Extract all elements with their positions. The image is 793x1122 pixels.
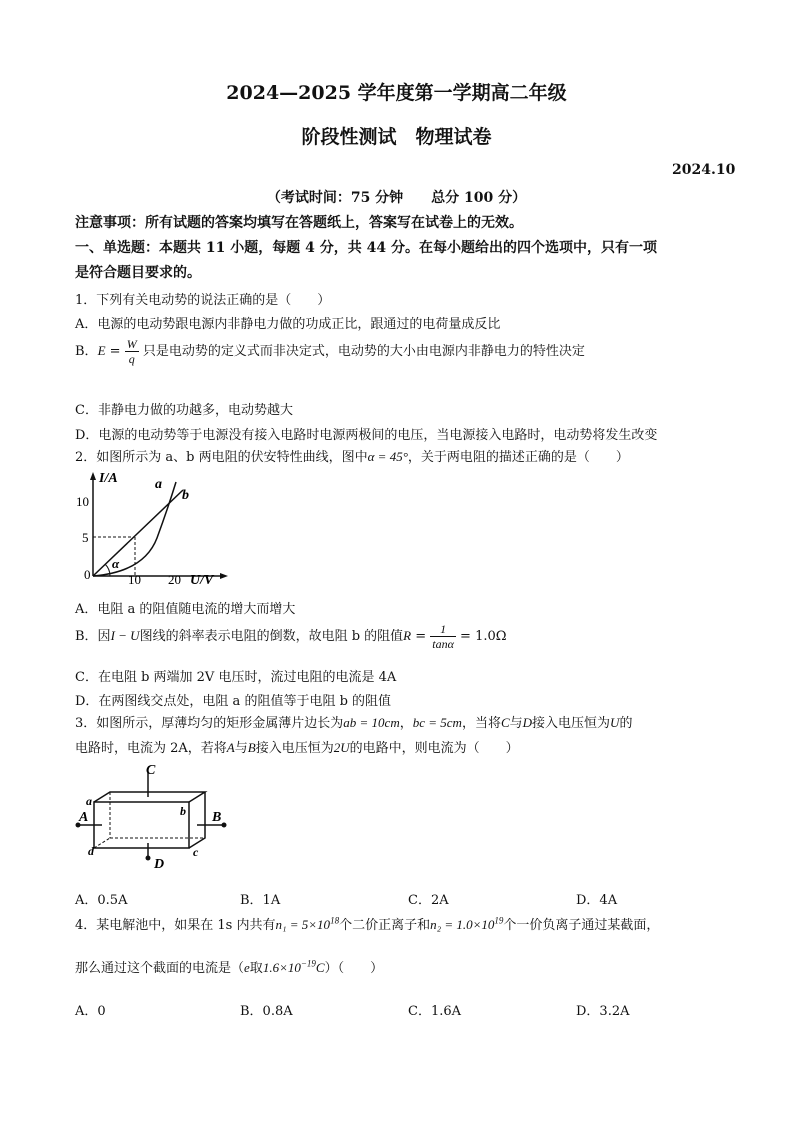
q3-option-a: A．0.5A	[75, 893, 128, 908]
terminal-b	[222, 823, 227, 828]
q2-iu-graph	[72, 468, 232, 592]
q4-option-a: A．0	[75, 1004, 106, 1019]
line-b-label: b	[182, 488, 189, 503]
terminal-d	[146, 856, 151, 861]
label-b-lower: b	[180, 804, 186, 818]
section-heading-line2: 是符合题目要求的。	[75, 265, 201, 281]
exam-title-line2: 阶段性测试 物理试卷	[301, 126, 492, 148]
label-c-upper: C	[146, 763, 156, 778]
q2-option-c: C．在电阻 b 两端加 2V 电压时，流过电阻的电流是 4A	[75, 670, 397, 685]
hidden-edge-diagonal	[94, 838, 110, 848]
q3-option-c: C．2A	[408, 893, 449, 908]
q2-stem: 2．如图所示为 a、b 两电阻的伏安特性曲线，图中α = 45°，关于两电阻的描述正确的是（ ）	[75, 449, 629, 465]
origin-label: 0	[84, 567, 91, 582]
q1-fraction-w-over-q: $\frac{W}{q}$	[126, 337, 137, 366]
label-d-upper: D	[154, 857, 165, 872]
curve-a	[93, 482, 176, 576]
y-tick-10: 10	[76, 494, 89, 509]
q2-option-a: A．电阻 a 的阻值随电流的增大而增大	[75, 602, 296, 617]
q4-stem-line2: 那么通过这个截面的电流是（e取$1.6\times 10^{-19}C$）（ ）	[75, 958, 384, 976]
section-heading-line1: 一、单选题：本题共 11 小题，每题 4 分，共 44 分。在每小题给出的四个选项中，只有一项	[75, 240, 657, 256]
q1-option-c: C．非静电力做的功越多，电动势越大	[75, 403, 293, 418]
front-face	[94, 802, 189, 848]
angle-label: α	[112, 556, 120, 571]
x-axis-arrow	[220, 573, 228, 579]
x-tick-20: 20	[168, 572, 181, 587]
q1-option-b: B．E = $\frac{W}{q}$ 只是电动势的定义式而非决定式，电动势的大小由电源内非静电力的特性决定	[75, 337, 585, 366]
label-a-upper: A	[79, 810, 89, 825]
q4-option-b: B．0.8A	[240, 1004, 293, 1019]
q3-stem-line1: 3．如图所示，厚薄均匀的矩形金属薄片边长为ab = 10cm，bc = 5cm，当将C与D接入电压恒为U的	[75, 715, 633, 731]
exam-info: （考试时间：75 分钟 总分 100 分）	[266, 190, 527, 206]
q3-option-d: D．4A	[576, 893, 618, 908]
q3-metal-sheet-figure	[72, 760, 232, 872]
exam-date: 2024.10	[672, 162, 736, 178]
q1-option-d: D．电源的电动势等于电源没有接入电路时电源两极间的电压，当电源接入电路时，电动势将发生改变	[75, 428, 658, 443]
q2-fraction-1-over-tan: $\frac{1}{\tan\alpha}$	[432, 622, 454, 651]
y-tick-5: 5	[82, 530, 89, 545]
label-b-upper: B	[212, 810, 222, 825]
y-axis-label: I/A	[99, 471, 118, 486]
q1-option-a: A．电源的电动势跟电源内非静电力做的功成正比，跟通过的电荷量成反比	[75, 317, 501, 332]
exam-title-line1: 2024—2025 学年度第一学期高二年级	[226, 82, 567, 104]
q4-stem-line1: 4．某电解池中，如果在 1s 内共有$n_1 = 5\times 10^{18}$个二价正离子和$n_2 = 1.0\times 10^{19}$个一价负离子通过某截面，	[75, 915, 660, 933]
q3-stem-line2: 电路时，电流为 2A，若将A与B接入电压恒为2U的电路中，则电流为（ ）	[75, 740, 519, 756]
top-face	[94, 792, 205, 802]
q4-option-d: D．3.2A	[576, 1004, 630, 1019]
q4-option-c: C．1.6A	[408, 1004, 462, 1019]
x-tick-10: 10	[128, 572, 141, 587]
label-c-lower: c	[193, 845, 199, 859]
q2-option-d: D．在两图线交点处，电阻 a 的阻值等于电阻 b 的阻值	[75, 694, 392, 709]
label-d-lower: d	[88, 844, 94, 858]
q1-stem: 1．下列有关电动势的说法正确的是（ ）	[75, 293, 331, 308]
y-axis-arrow	[90, 472, 96, 480]
q2-option-b: B．因I − U图线的斜率表示电阻的倒数，故电阻 b 的阻值R = $\frac{1}{\tan\alpha}$ = 1.0Ω	[75, 622, 507, 651]
q3-option-b: B．1A	[240, 893, 281, 908]
label-a-lower: a	[86, 794, 92, 808]
notice: 注意事项：所有试题的答案均填写在答题纸上，答案写在试卷上的无效。	[75, 215, 523, 231]
curve-a-label: a	[155, 477, 162, 492]
x-axis-label: U/V	[190, 573, 214, 588]
